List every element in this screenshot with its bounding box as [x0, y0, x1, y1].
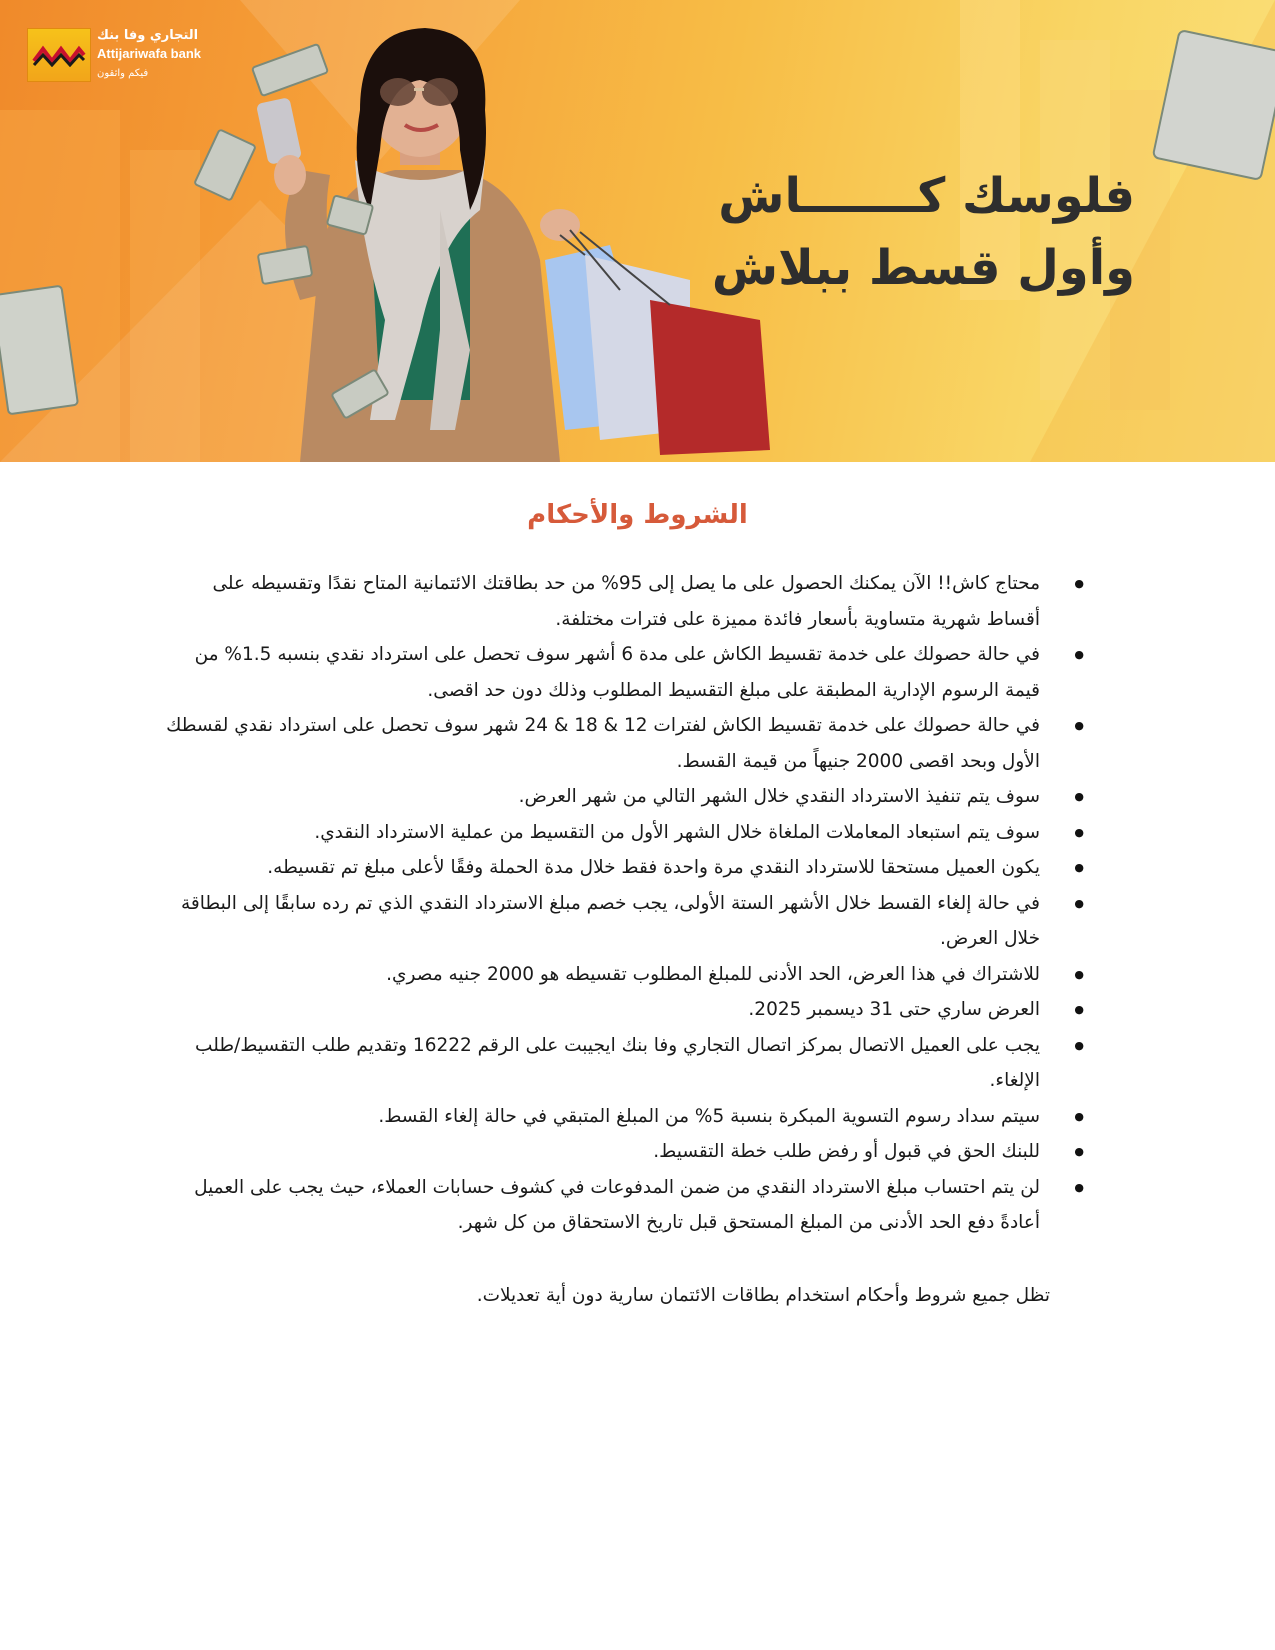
headline-line-1: فلوسك كـــــــاش: [718, 168, 1135, 224]
terms-item: ● يكون العميل مستحقا للاسترداد النقدي مرة واحدة فقط خلال مدة الحملة وفقًا لأعلى مبلغ تم تقسيطه.: [160, 850, 1050, 886]
terms-title: الشروط والأحكام: [527, 500, 748, 530]
bank-logo: [27, 28, 227, 88]
logo-name-en: Attijariwafa bank: [97, 46, 202, 61]
terms-item: ● للبنك الحق في قبول أو رفض طلب خطة التقسيط.: [160, 1134, 1050, 1170]
banner-headline: [712, 160, 1135, 304]
terms-item: ● العرض ساري حتى 31 ديسمبر 2025.: [160, 992, 1050, 1028]
promo-banner: [0, 0, 1275, 462]
logo-slogan: فيكم واثقون: [97, 68, 149, 79]
terms-item: ● يجب على العميل الاتصال بمركز اتصال التجاري وفا بنك ايجيبت على الرقم 16222 وتقديم طلب التقسيط/طلب الإلغاء.: [160, 1028, 1050, 1099]
terms-item: ● سوف يتم تنفيذ الاسترداد النقدي خلال الشهر التالي من شهر العرض.: [160, 779, 1050, 815]
terms-item: ● للاشتراك في هذا العرض، الحد الأدنى للمبلغ المطلوب تقسيطه هو 2000 جنيه مصري.: [160, 957, 1050, 993]
terms-item: ● في حالة إلغاء القسط خلال الأشهر الستة الأولى، يجب خصم مبلغ الاسترداد النقدي الذي تم رده سابقًا إلى البطاقة خلال العرض.: [160, 886, 1050, 957]
logo-mark-icon: [27, 28, 91, 82]
terms-item: ● في حالة حصولك على خدمة تقسيط الكاش على مدة 6 أشهر سوف تحصل على استرداد نقدي بنسبه 1.5% من قيمة الرسوم الإدارية المطبقة على مبلغ التقسيط المطلوب وذلك دون حد اقصى.: [160, 637, 1050, 708]
headline-line-2: وأول قسط ببلاش: [711, 240, 1135, 296]
terms-item: ● سيتم سداد رسوم التسوية المبكرة بنسبة 5% من المبلغ المتبقي في حالة إلغاء القسط.: [160, 1099, 1050, 1135]
terms-item: ● محتاج كاش!! الآن يمكنك الحصول على ما يصل إلى 95% من حد بطاقتك الائتمانية المتاح نقدًا وتقسيطه على أقساط شهرية متساوية بأسعار فائدة مميزة على فترات مختلفة.: [160, 566, 1050, 637]
terms-item: ● في حالة حصولك على خدمة تقسيط الكاش لفترات 12 & 18 & 24 شهر سوف تحصل على استرداد نقدي لقسطك الأول وبحد اقصى 2000 جنيهاً من قيمة القسط.: [160, 708, 1050, 779]
terms-list: [160, 566, 1060, 1241]
logo-name-ar: التجاري وفا بنك: [97, 28, 199, 43]
terms-item: ● سوف يتم استبعاد المعاملات الملغاة خلال الشهر الأول من التقسيط من عملية الاسترداد النقدي.: [160, 815, 1050, 851]
terms-item: ● لن يتم احتساب مبلغ الاسترداد النقدي من ضمن المدفوعات في كشوف حسابات العملاء، حيث يجب على العميل أعادةً دفع الحد الأدنى من المبلغ المستحق قبل تاريخ الاستحقاق من كل شهر.: [160, 1170, 1050, 1241]
closing-note: تظل جميع شروط وأحكام استخدام بطاقات الائتمان سارية دون أية تعديلات.: [476, 1285, 1050, 1306]
